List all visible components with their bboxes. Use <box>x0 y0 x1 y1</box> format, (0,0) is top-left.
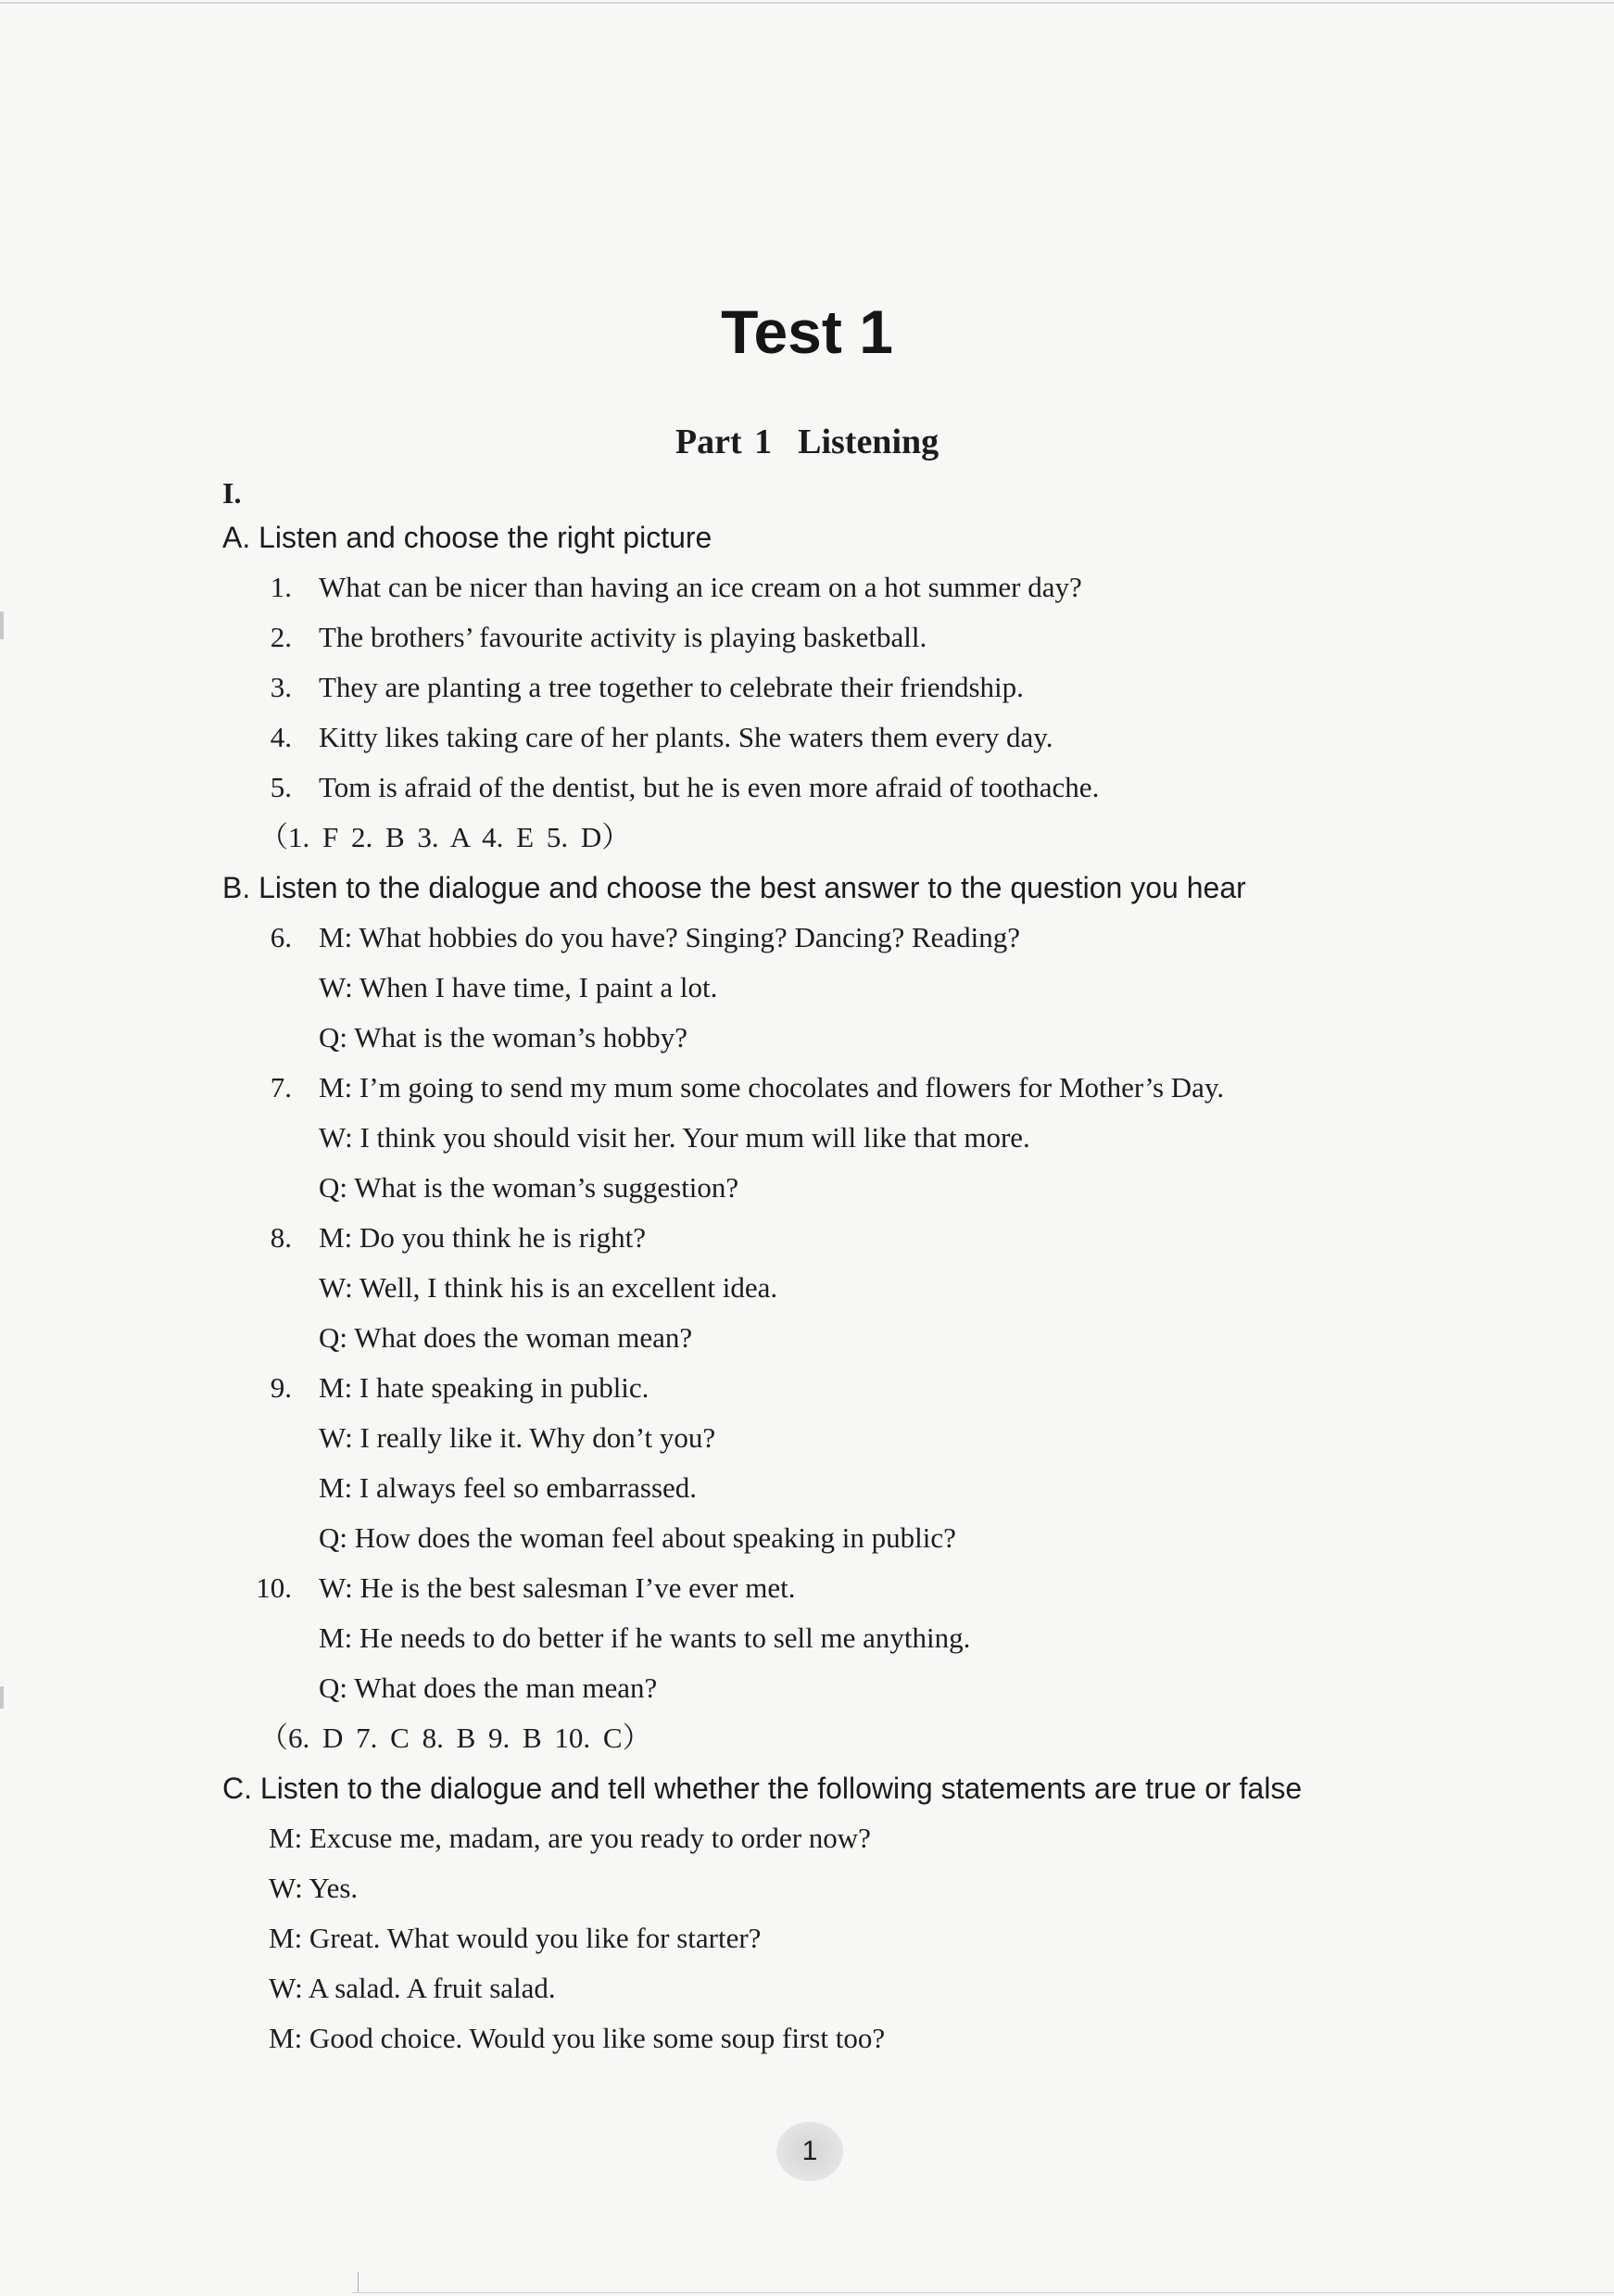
bottom-tick-mark <box>358 2272 359 2292</box>
dialogue-line: 6. M: What hobbies do you have? Singing? Dancing? Reading? <box>270 921 1021 953</box>
page-number: 1 <box>776 2122 843 2181</box>
part-label: Part 1 <box>675 423 773 461</box>
dialogue-line: M: I always feel so embarrassed. <box>319 1471 698 1504</box>
dialogue-line: M: Good choice. Would you like some soup first too? <box>269 2022 886 2054</box>
section-a-heading: A. Listen and choose the right picture <box>222 521 712 554</box>
list-item: 3. They are planting a tree together to celebrate their friendship. <box>270 671 1024 703</box>
bottom-border <box>352 2292 1614 2293</box>
dialogue-line: W: When I have time, I paint a lot. <box>319 971 718 1003</box>
dialogue-line: Q: What does the woman mean? <box>319 1321 693 1354</box>
dialogue-line: W: I really like it. Why don’t you? <box>319 1421 716 1454</box>
dialogue-line: Q: What is the woman’s hobby? <box>319 1021 688 1053</box>
dialogue-line: Q: What does the man mean? <box>319 1672 658 1704</box>
list-item: 5. Tom is afraid of the dentist, but he is even more afraid of toothache. <box>270 771 1100 803</box>
dialogue-line: Q: How does the woman feel about speaking in public? <box>319 1521 956 1554</box>
dialogue-line: W: Well, I think his is an excellent idea. <box>319 1271 778 1304</box>
dialogue-line: M: He needs to do better if he wants to sell me anything. <box>319 1621 971 1654</box>
dialogue-line: M: Excuse me, madam, are you ready to order now? <box>269 1822 871 1854</box>
answer-key: （1. F 2. B 3. A 4. E 5. D） <box>259 821 631 853</box>
dialogue-line: Q: What is the woman’s suggestion? <box>319 1171 739 1204</box>
page-title: Test 1 <box>721 297 893 366</box>
part-name: Listening <box>798 423 939 461</box>
section-b-heading: B. Listen to the dialogue and choose the best answer to the question you hear <box>222 871 1246 904</box>
section-number: I. <box>222 476 242 510</box>
list-item: 4. Kitty likes taking care of her plants. She waters them every day. <box>270 721 1053 753</box>
part-heading <box>0 419 1614 465</box>
dialogue-line: W: Yes. <box>269 1872 359 1904</box>
dialogue-line: W: I think you should visit her. Your mum will like that more. <box>319 1121 1030 1154</box>
dialogue-line: 7. M: I’m going to send my mum some chocolates and flowers for Mother’s Day. <box>270 1071 1225 1104</box>
answer-key: （6. D 7. C 8. B 9. B 10. C） <box>259 1722 651 1754</box>
dialogue-line: W: A salad. A fruit salad. <box>269 1972 556 2004</box>
dialogue-line: M: Great. What would you like for starter? <box>269 1922 762 1954</box>
dialogue-line: 9. M: I hate speaking in public. <box>270 1371 649 1404</box>
section-c-heading: C. Listen to the dialogue and tell whether the following statements are true or false <box>222 1772 1303 1805</box>
dialogue-line: 10. W: He is the best salesman I’ve ever met. <box>256 1571 796 1604</box>
dialogue-line: 8. M: Do you think he is right? <box>270 1221 647 1254</box>
list-item: 2. The brothers’ favourite activity is playing basketball. <box>270 621 927 653</box>
list-item: 1. What can be nicer than having an ice cream on a hot summer day? <box>270 571 1082 603</box>
top-border <box>0 2 1614 4</box>
listening-content <box>0 512 1614 2063</box>
